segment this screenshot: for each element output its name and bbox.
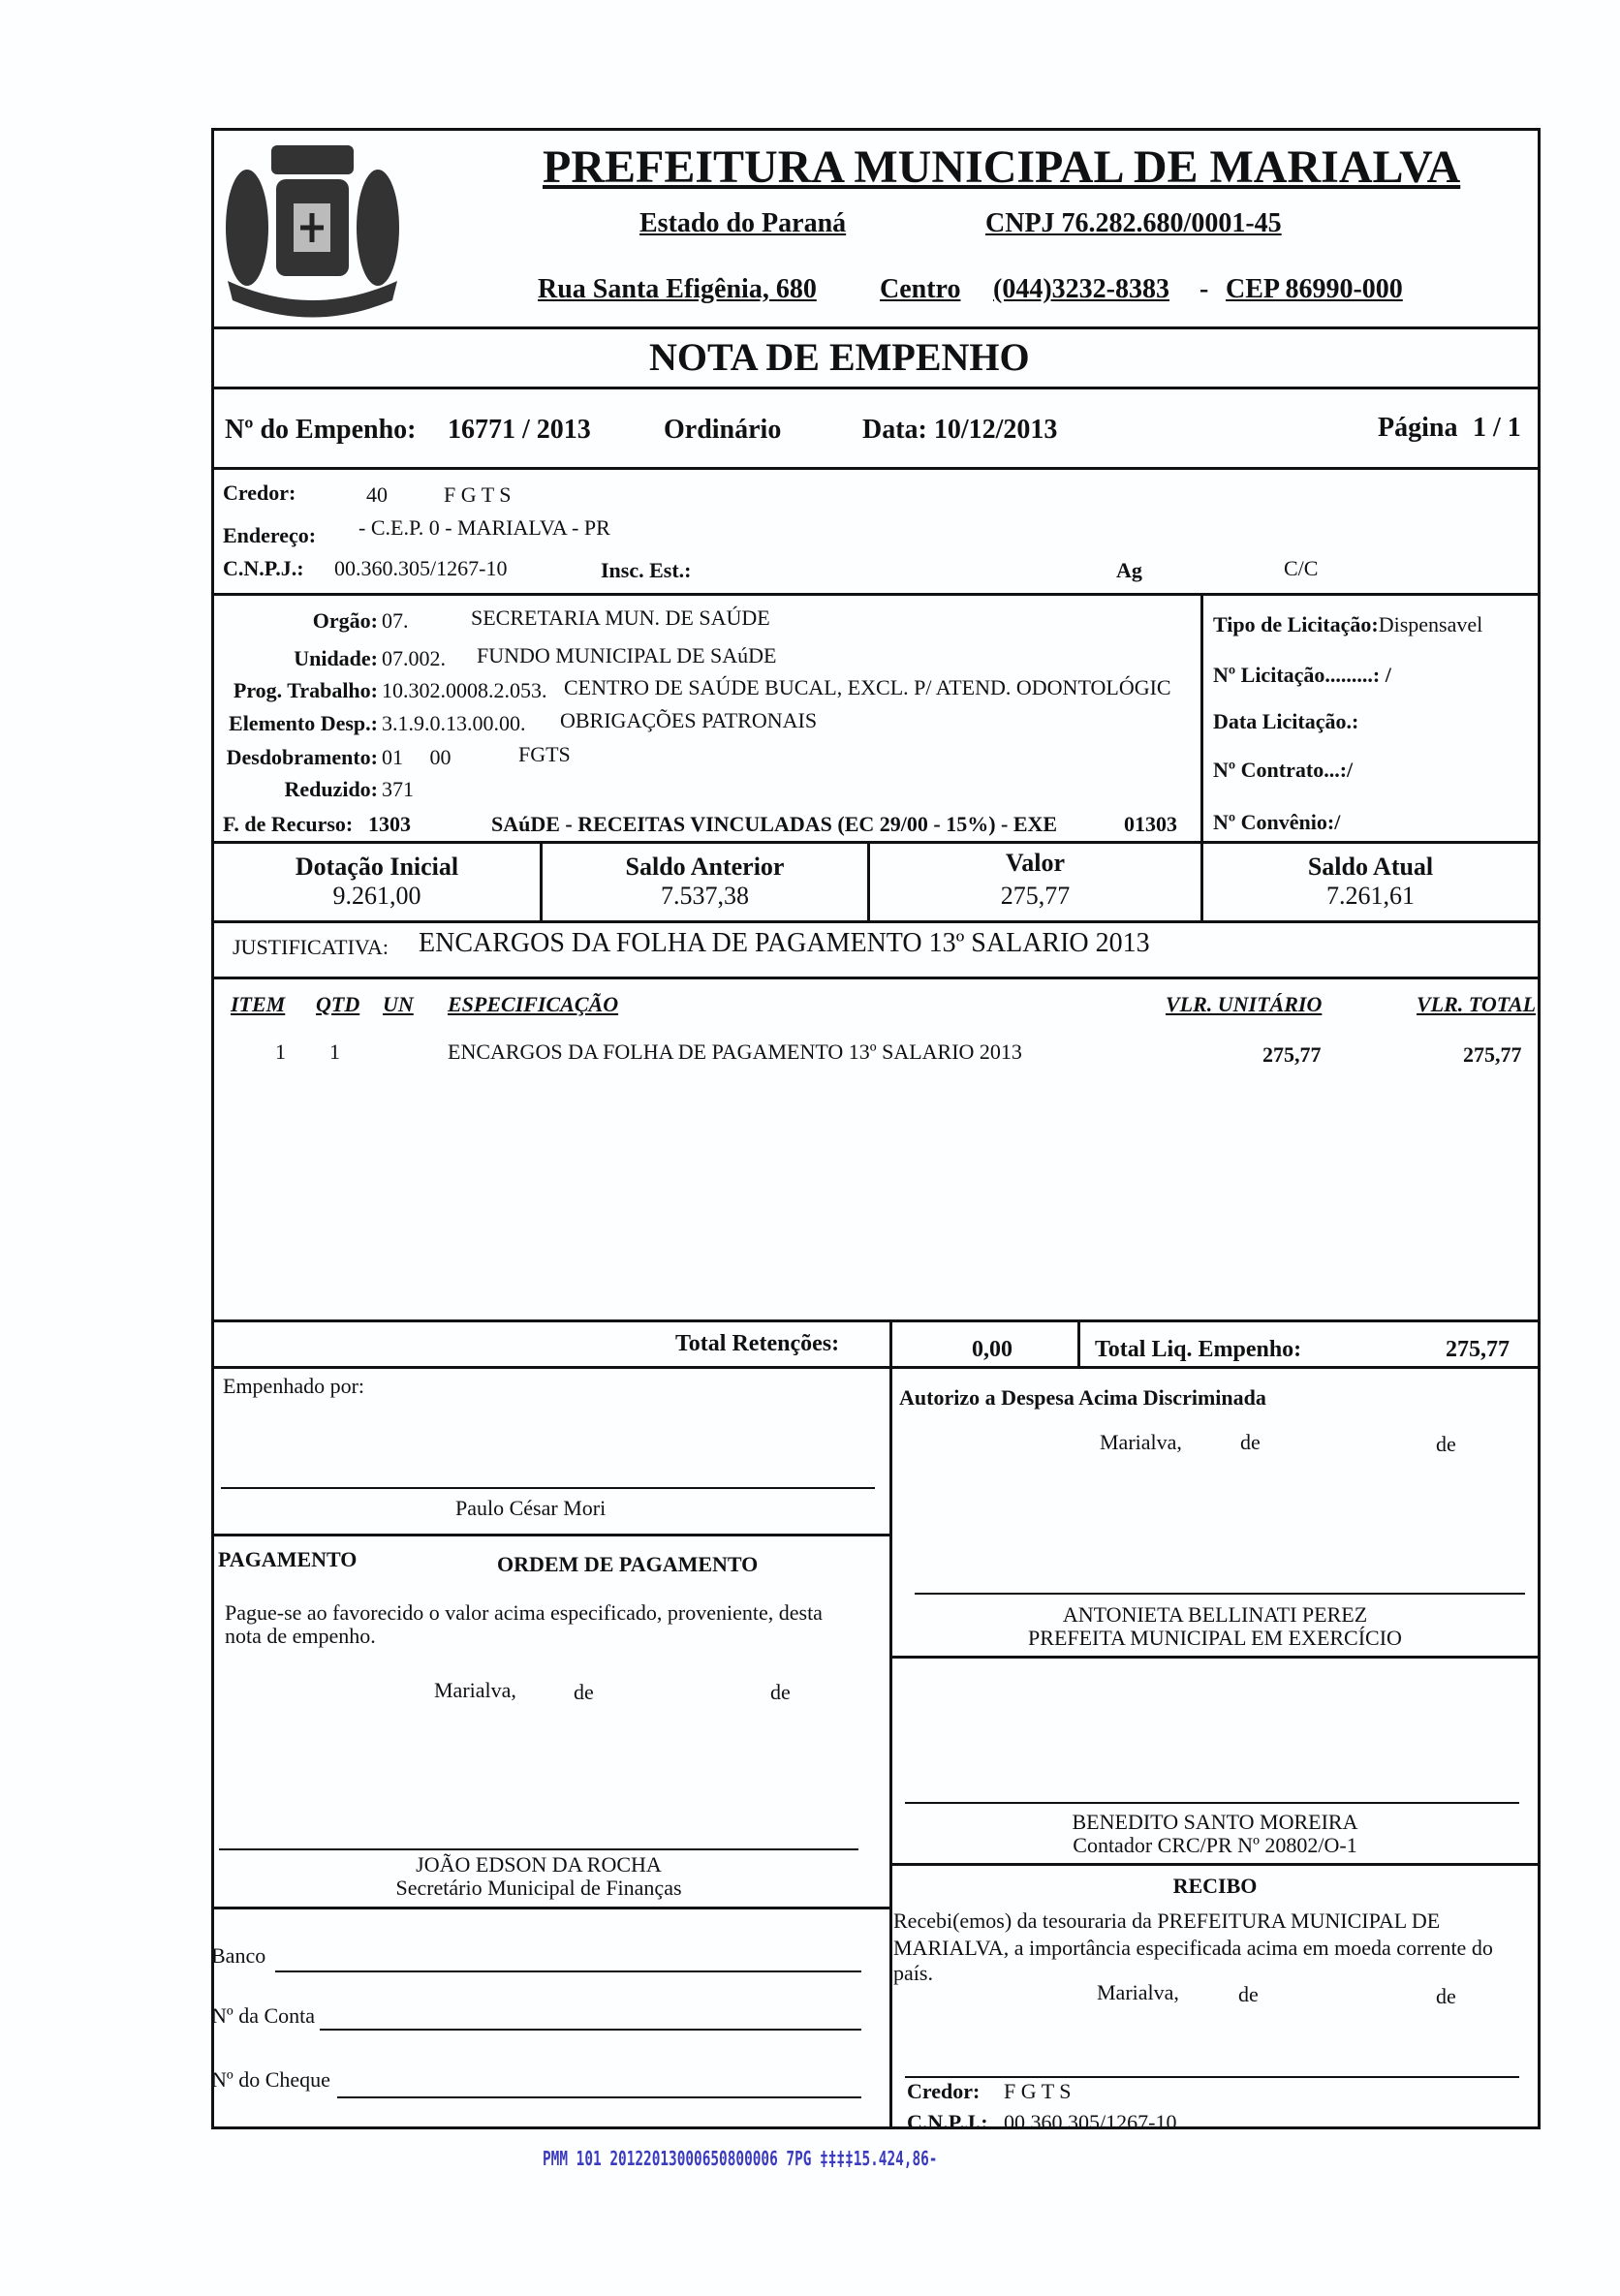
col-vlr-total: VLR. TOTAL xyxy=(1417,992,1537,1016)
empenhado-name: Paulo César Mori xyxy=(455,1496,607,1520)
autorizo-de1: de xyxy=(1240,1430,1261,1454)
cell-unit: 275,77 xyxy=(1262,1042,1322,1067)
page-label: Página xyxy=(1378,413,1458,443)
ag-label: Ag xyxy=(1116,558,1142,582)
col-un: UN xyxy=(383,992,414,1016)
credor-address: - C.E.P. 0 - MARIALVA - PR xyxy=(358,515,610,540)
pagamento-signer: JOÃO EDSON DA ROCHA xyxy=(416,1852,662,1877)
header-address: Rua Santa Efigênia, 680 xyxy=(538,274,817,304)
cheque-label: Nº do Cheque xyxy=(211,2067,330,2092)
budget-label: Orgão: xyxy=(312,608,378,633)
frame-bottom xyxy=(211,2126,1541,2129)
recurso-code2: 01303 xyxy=(1124,812,1177,836)
cc-label: C/C xyxy=(1284,556,1319,580)
header-district: Centro xyxy=(880,274,961,304)
col-especificacao: ESPECIFICAÇÃO xyxy=(448,992,619,1016)
empenho-label: Nº do Empenho: xyxy=(225,415,417,445)
autorizo-de2: de xyxy=(1436,1432,1456,1456)
pagamento-role: Secretário Municipal de Finanças xyxy=(395,1876,682,1900)
budget-desc: FGTS xyxy=(518,742,571,766)
budget-code: 3.1.9.0.13.00.00. xyxy=(382,711,526,735)
recibo-de1: de xyxy=(1238,1982,1259,2006)
recibo-cnpj: 00.360.305/1267-10 xyxy=(1004,2110,1177,2134)
credor-code: 40 xyxy=(366,482,388,507)
cell-spec: ENCARGOS DA FOLHA DE PAGAMENTO 13º SALARIO 2013 xyxy=(448,1039,1022,1064)
autorizo-label: Autorizo a Despesa Acima Discriminada xyxy=(899,1385,1266,1410)
document-title: NOTA DE EMPENHO xyxy=(649,335,1030,379)
balance-value: 9.261,00 xyxy=(332,882,421,910)
coat-of-arms-logo xyxy=(218,136,407,329)
recurso-code: 1303 xyxy=(368,812,411,836)
banco-field[interactable] xyxy=(275,1970,861,1972)
col-item: ITEM xyxy=(231,992,286,1016)
balance-label: Saldo Atual xyxy=(1307,853,1434,881)
pagamento-text2: nota de empenho. xyxy=(225,1624,376,1648)
header-cep: CEP 86990-000 xyxy=(1226,274,1403,304)
address-label: Endereço: xyxy=(223,523,317,547)
budget-label: Prog. Trabalho: xyxy=(233,678,378,702)
budget-code: 01 00 xyxy=(382,745,452,769)
balance-value: 7.537,38 xyxy=(661,882,749,910)
pagamento-de1: de xyxy=(574,1680,594,1704)
numero-licitacao: Nº Licitação.........: / xyxy=(1213,663,1391,687)
recurso-label: F. de Recurso: xyxy=(223,812,354,836)
recibo-text3: país. xyxy=(893,1961,933,1985)
autorizo-place: Marialva, xyxy=(1100,1430,1182,1454)
balance-label: Valor xyxy=(1005,849,1066,877)
cheque-field[interactable] xyxy=(337,2096,861,2098)
autorizo-signer: ANTONIETA BELLINATI PEREZ xyxy=(1062,1602,1368,1627)
balance-value: 275,77 xyxy=(1000,882,1071,910)
cnpj-label: C.N.P.J.: xyxy=(223,556,304,580)
nota-de-empenho-page: PREFEITURA MUNICIPAL DE MARIALVA Estado do Paraná CNPJ 76.282.680/0001-45 Rua Santa Efigênia, 680 Centro (044)3232-8383 - CEP 86990-000 NOTA DE EMPENHO Nº do Empenho: 16771 / 2013 Ordinário Data: 10/12/2013 Página 1 / 1 Credor: 40 F G T S Endereço: - C.E.P. 0 - MARIALVA - PR C.N.P.J.: 00.360.305/1267-10 Insc. Est.: Ag C/C Orgão: 07. SECRETARIA MUN. DE SAÚDE Unidade: 07.002. FUNDO MUNICIPAL DE SAúDE Prog. Trabalho: 10.302.0008.2.053. CENTRO DE SAÚDE BUCAL, EXCL. P/ ATEND. ODONTOLÓGIC Elemento Desp.: 3.1.9.0.13.00.00. OBRIGAÇÕES PATRONAIS Desdobramento: 01 00 FGTS Reduzido: 371 F. de Recurso: 1303 SAúDE - RECEITAS VINCULADAS (EC 29/00 - 15%) - EXE 01303 Tipo de Licitação:Dispensavel Nº Licitação.........: / Data Licitação.: Nº Contrato...:/ Nº Convênio:/ Dotação Inicial 9.261,00 Saldo Anterior 7.537,38 Valor 275,77 Saldo Atual 7.261,61 JUSTIFICATIVA: ENCARGOS DA FOLHA DE PAGAMENTO 13º SALARIO 2013 ITEM QTD UN ESPECIFICAÇÃO VLR. UNITÁRIO VLR. TOTAL 1 1 ENCARGOS DA FOLHA DE PAGAMENTO 13º SALARIO 2013 275,77 275,77 Total Retenções: 0,00 Total Liq. Empenho: 275,77 Empenhado por: Paulo César Mori PAGAMENTO ORDEM DE PAGAMENTO Pague-se ao favorecido o valor acima especificado, proveniente, desta nota de empenho. Marialva, de de JOÃO EDSON DA ROCHA Secretário Municipal de Finanças Banco Nº da Conta Nº do Cheque Autorizo a Despesa Acima Discriminada Marialva, de de ANTONIETA BELLINATI PEREZ PREFEITA MUNICIPAL EM EXERCÍCIO BENEDITO SANTO MOREIRA Contador CRC/PR Nº 20802/O-1 RECIBO Recebi(emos) da tesouraria da PREFEITURA MUNICIPAL DE MARIALVA, a importância especificada acima em moeda corrente do país. Marialva, de de Credor: F G T S C.N.P.J.: 00.360.305/1267-10 PMM 101 20122013000650800006 7PG ‡‡‡‡15.424,86- xyxy=(0,0,1620,2296)
budget-label: Reduzido: xyxy=(284,777,378,801)
autorizo-role: PREFEITA MUNICIPAL EM EXERCÍCIO xyxy=(1028,1626,1402,1650)
pagamento-de2: de xyxy=(770,1680,791,1704)
empenhado-label: Empenhado por: xyxy=(223,1374,365,1398)
frame-left xyxy=(211,128,214,2129)
budget-desc: OBRIGAÇÕES PATRONAIS xyxy=(560,708,818,732)
justificativa-label: JUSTIFICATIVA: xyxy=(233,935,389,959)
balance-label: Saldo Anterior xyxy=(625,853,785,881)
page-number: 1 / 1 xyxy=(1473,413,1521,443)
credor-name: F G T S xyxy=(444,482,512,507)
header-phone: (044)3232-8383 xyxy=(993,274,1169,304)
col-qtd: QTD xyxy=(316,992,360,1016)
data-licitacao: Data Licitação.: xyxy=(1213,709,1359,733)
cell-total: 275,77 xyxy=(1463,1042,1522,1067)
frame-top xyxy=(211,128,1541,131)
balance-value: 7.261,61 xyxy=(1326,882,1415,910)
empenho-number: 16771 / 2013 xyxy=(448,415,591,445)
recibo-de2: de xyxy=(1436,1984,1456,2008)
header-title: PREFEITURA MUNICIPAL DE MARIALVA xyxy=(543,141,1461,193)
budget-code: 07.002. xyxy=(382,646,446,670)
recurso-desc: SAúDE - RECEITAS VINCULADAS (EC 29/00 - 15%) - EXE xyxy=(491,812,1058,836)
recibo-title: RECIBO xyxy=(1172,1874,1258,1898)
recibo-cnpj-label: C.N.P.J.: xyxy=(907,2110,988,2134)
col-vlr-unitario: VLR. UNITÁRIO xyxy=(1166,992,1323,1016)
total-retencoes: 0,00 xyxy=(972,1337,1012,1362)
total-liq-label: Total Liq. Empenho: xyxy=(1095,1337,1302,1362)
justificativa-text: ENCARGOS DA FOLHA DE PAGAMENTO 13º SALARIO 2013 xyxy=(419,928,1150,958)
recibo-credor: F G T S xyxy=(1004,2079,1072,2103)
numero-contrato: Nº Contrato...:/ xyxy=(1213,758,1354,782)
credor-cnpj: 00.360.305/1267-10 xyxy=(334,556,508,580)
cell-item: 1 xyxy=(275,1039,286,1064)
empenho-date: Data: 10/12/2013 xyxy=(862,415,1058,445)
conta-field[interactable] xyxy=(320,2029,861,2031)
contador-name: BENEDITO SANTO MOREIRA xyxy=(1072,1810,1358,1834)
empenho-type: Ordinário xyxy=(664,415,782,445)
tipo-licitacao: Tipo de Licitação:Dispensavel xyxy=(1213,612,1483,636)
payment-stamp: PMM 101 20122013000650800006 7PG ‡‡‡‡15.424,86- xyxy=(543,2147,938,2170)
recibo-place: Marialva, xyxy=(1097,1980,1179,2004)
total-liq: 275,77 xyxy=(1446,1337,1510,1362)
ordem-pagamento-title: ORDEM DE PAGAMENTO xyxy=(497,1552,759,1576)
header-state: Estado do Paraná xyxy=(639,208,847,238)
budget-code: 07. xyxy=(382,608,409,633)
numero-convenio: Nº Convênio:/ xyxy=(1213,810,1341,834)
budget-label: Desdobramento: xyxy=(226,745,378,769)
budget-label: Elemento Desp.: xyxy=(229,711,378,735)
budget-code: 371 xyxy=(382,777,414,801)
budget-desc: CENTRO DE SAÚDE BUCAL, EXCL. P/ ATEND. ODONTOLÓGIC xyxy=(564,675,1171,699)
recibo-text2: MARIALVA, a importância especificada acima em moeda corrente do xyxy=(893,1936,1493,1960)
cell-qtd: 1 xyxy=(329,1039,340,1064)
recibo-text: Recebi(emos) da tesouraria da PREFEITURA MUNICIPAL DE xyxy=(893,1908,1441,1933)
budget-label: Unidade: xyxy=(294,646,378,670)
pagamento-label: PAGAMENTO xyxy=(218,1547,358,1571)
balance-label: Dotação Inicial xyxy=(295,853,459,881)
pagamento-text: Pague-se ao favorecido o valor acima especificado, proveniente, desta xyxy=(225,1600,823,1625)
header-cnpj: CNPJ 76.282.680/0001-45 xyxy=(985,208,1282,238)
recibo-credor-label: Credor: xyxy=(907,2079,981,2103)
pagamento-place: Marialva, xyxy=(434,1678,516,1702)
budget-code: 10.302.0008.2.053. xyxy=(382,678,547,702)
budget-desc: SECRETARIA MUN. DE SAÚDE xyxy=(471,605,770,630)
budget-desc: FUNDO MUNICIPAL DE SAúDE xyxy=(477,643,777,667)
total-retencoes-label: Total Retenções: xyxy=(675,1331,840,1356)
conta-label: Nº da Conta xyxy=(211,2003,316,2028)
contador-role: Contador CRC/PR Nº 20802/O-1 xyxy=(1073,1833,1357,1857)
banco-label: Banco xyxy=(211,1943,266,1968)
insc-label: Insc. Est.: xyxy=(601,558,692,582)
credor-label: Credor: xyxy=(223,481,296,505)
